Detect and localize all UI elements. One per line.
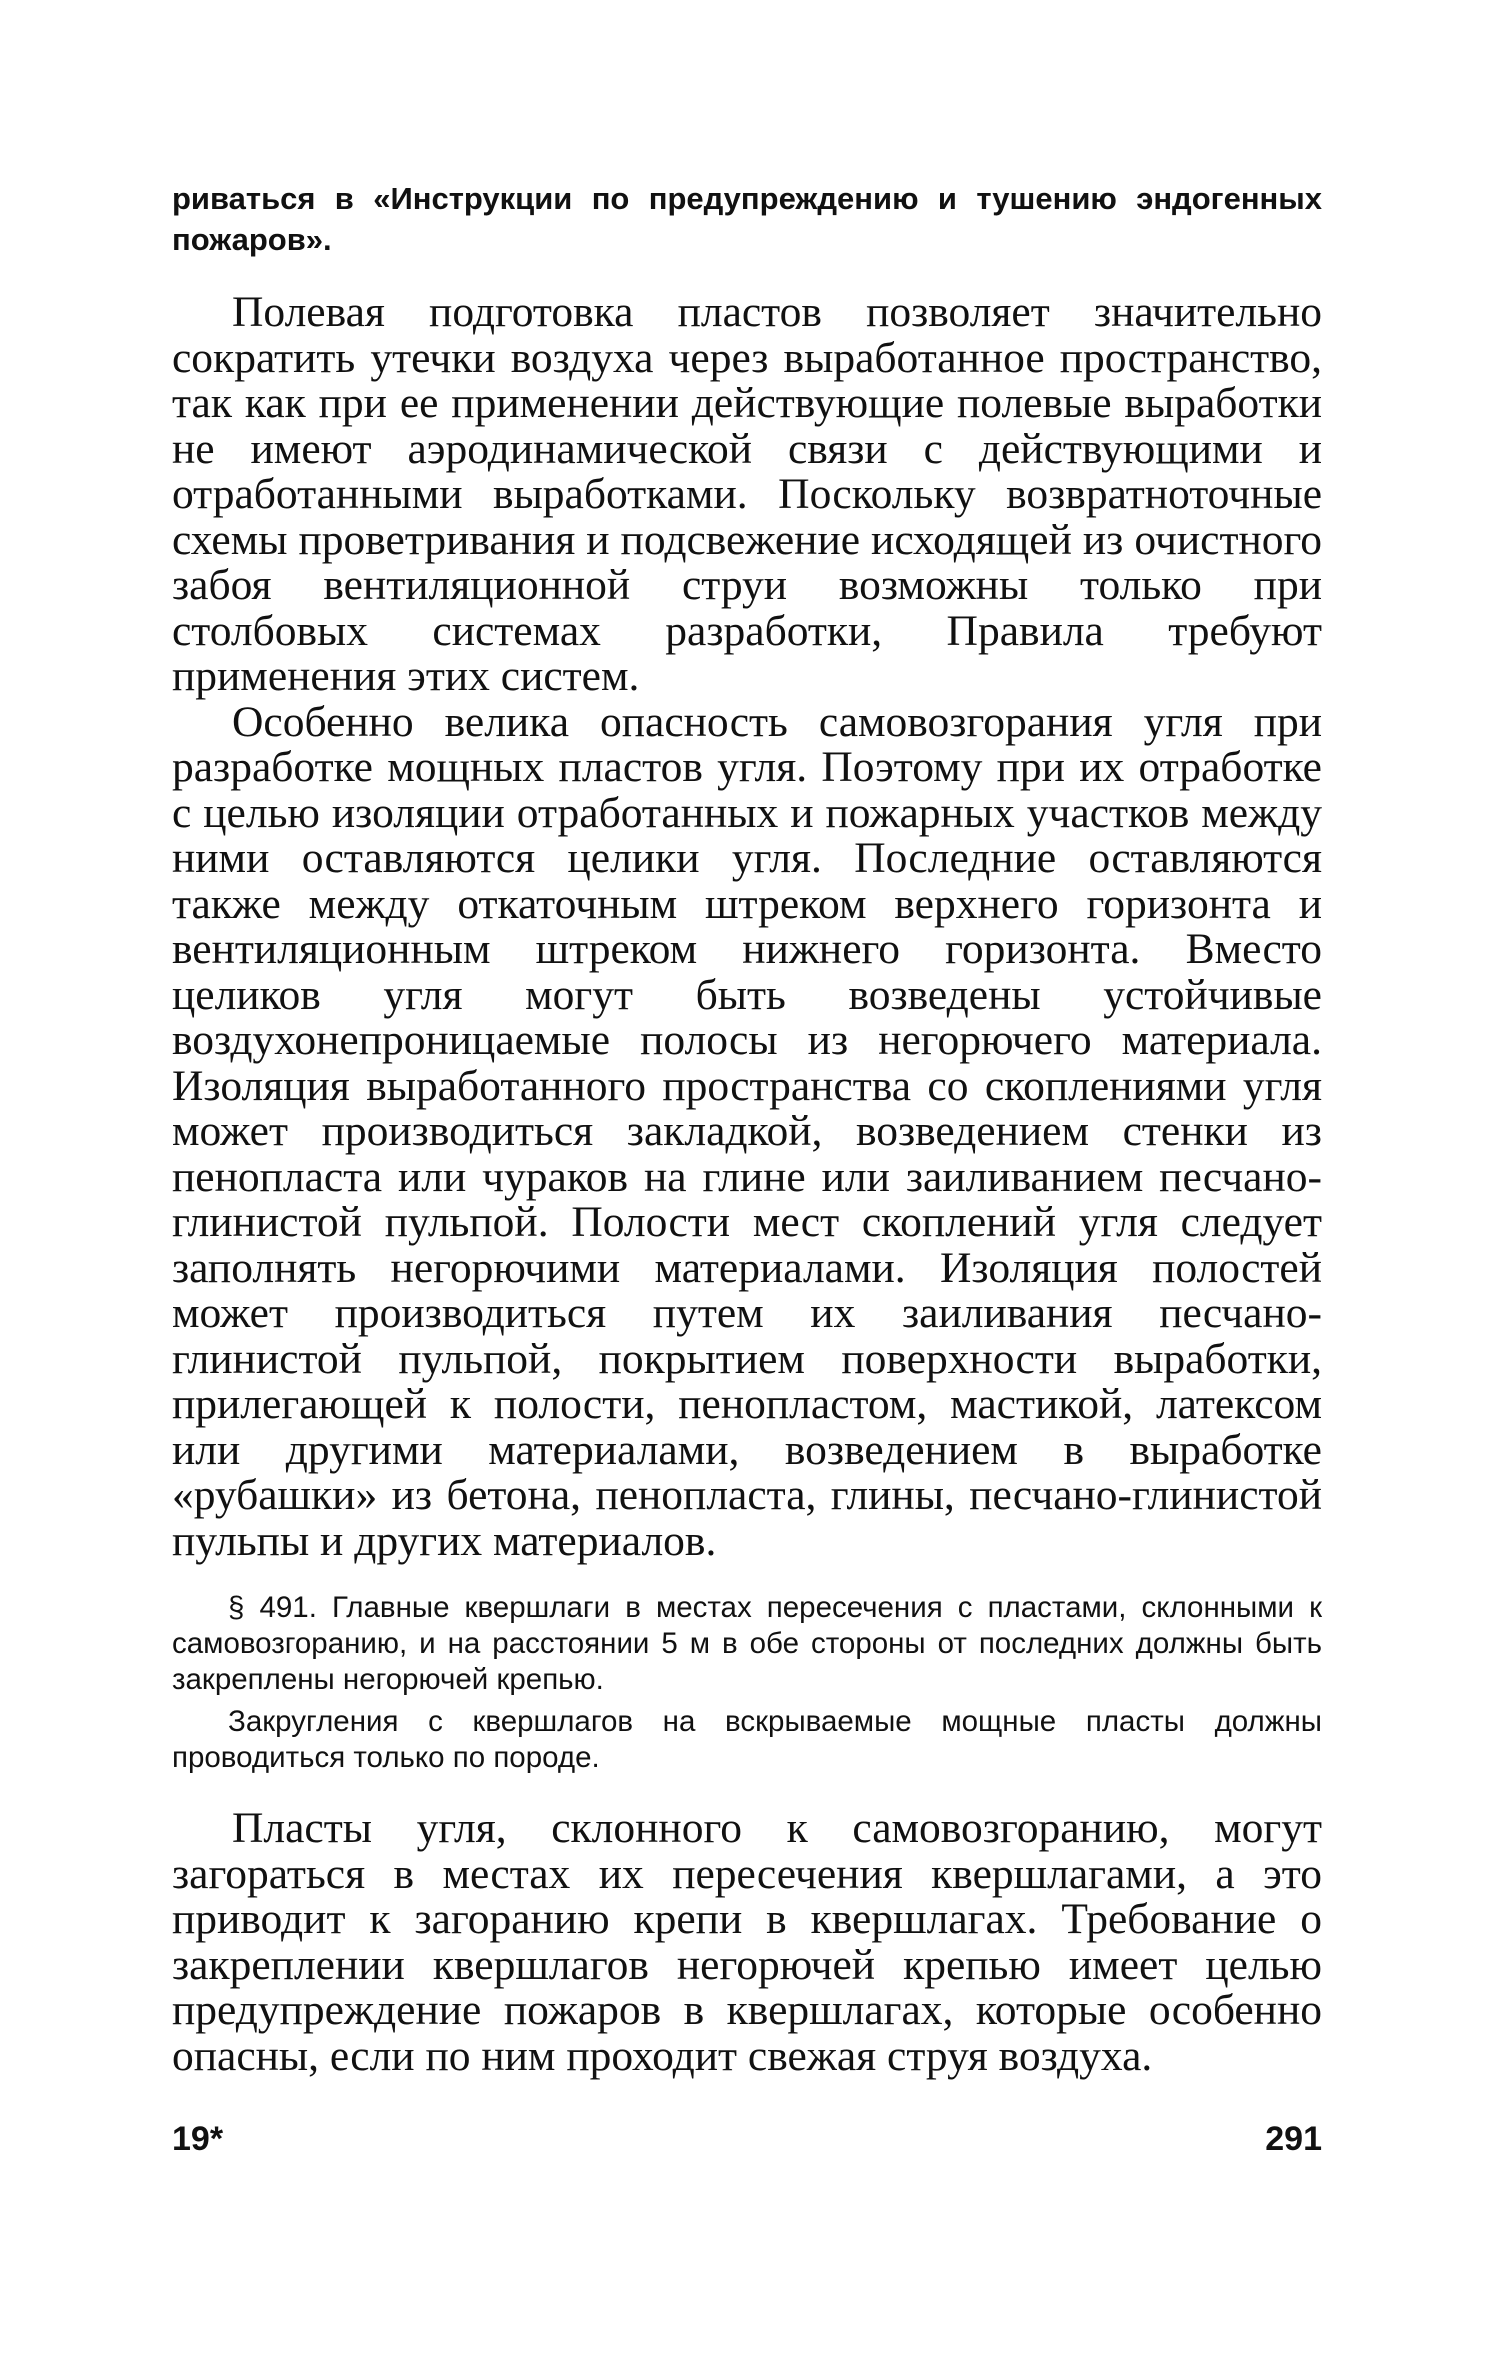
signature-mark: 19* [172,2120,224,2158]
page-footer [172,2120,1322,2159]
continuation-text: риваться в «Инструкции по предупреждению и тушению эндогенных пожаров». [172,181,1322,257]
paragraph: Полевая подготовка пластов позволяет значительно сократить утечки воздуха через выработанное пространство, так как при ее применении действующие полевые выработки не имеют аэродинамической связи с действующими и отработанными выработками. Поскольку возвратноточные схемы проветривания и подсвежение исходящей из очистного забоя вентиляционной струи возможны только при столбовых системах разработки, Правила требуют применения этих систем. [172,288,1322,700]
rule-491: § 491. Главные квершлаги в местах пересечения с пластами, склонными к самовозгоранию, и на расстоянии 5 м в обе стороны от последних должны быть закреплены негорючей крепью. [172,1591,1322,1696]
paragraph: Пласты угля, склонного к самовозгоранию, могут загораться в местах их пересечения квершлагами, а это приводит к загоранию крепи в квершлагах. Требование о закреплении квершлагов негорючей крепью имеет целью предупреждение пожаров в квершлагах, которые особенно опасны, если по ним проходит свежая струя воздуха. [172,1804,1322,2080]
page-body [172,178,1322,2079]
paragraph: Особенно велика опасность самовозгорания угля при разработке мощных пластов угля. Поэтому при их отработке с целью изоляции отработанных и пожарных участков между ними оставляются целики угля. Последние оставляются также между откаточным штреком верхнего горизонта и вентиляционным штреком нижнего горизонта. Вместо целиков угля могут быть возведены устойчивые воздухонепроницаемые полосы из негорючего материала. Изоляция выработанного пространства со скоплениями угля может производиться закладкой, возведением стенки из пенопласта или чураков на глине или заиливанием песчано-глинистой пульпой. Полости мест скоплений угля следует заполнять негорючими материалами. Изоляция полостей может производиться путем их заиливания песчано-глинистой пульпой, покрытием поверхности выработки, прилегающей к полости, пенопластом, мастикой, латексом или другими материалами, возведением в выработке «рубашки» из бетона, пенопласта, глины, песчано-глинистой пульпы и других материалов. [172,697,1322,1565]
rule-491-note: Закругления с квершлагов на вскрываемые мощные пласты должны проводиться только по породе. [172,1705,1322,1774]
page-number: 291 [1265,2120,1322,2158]
